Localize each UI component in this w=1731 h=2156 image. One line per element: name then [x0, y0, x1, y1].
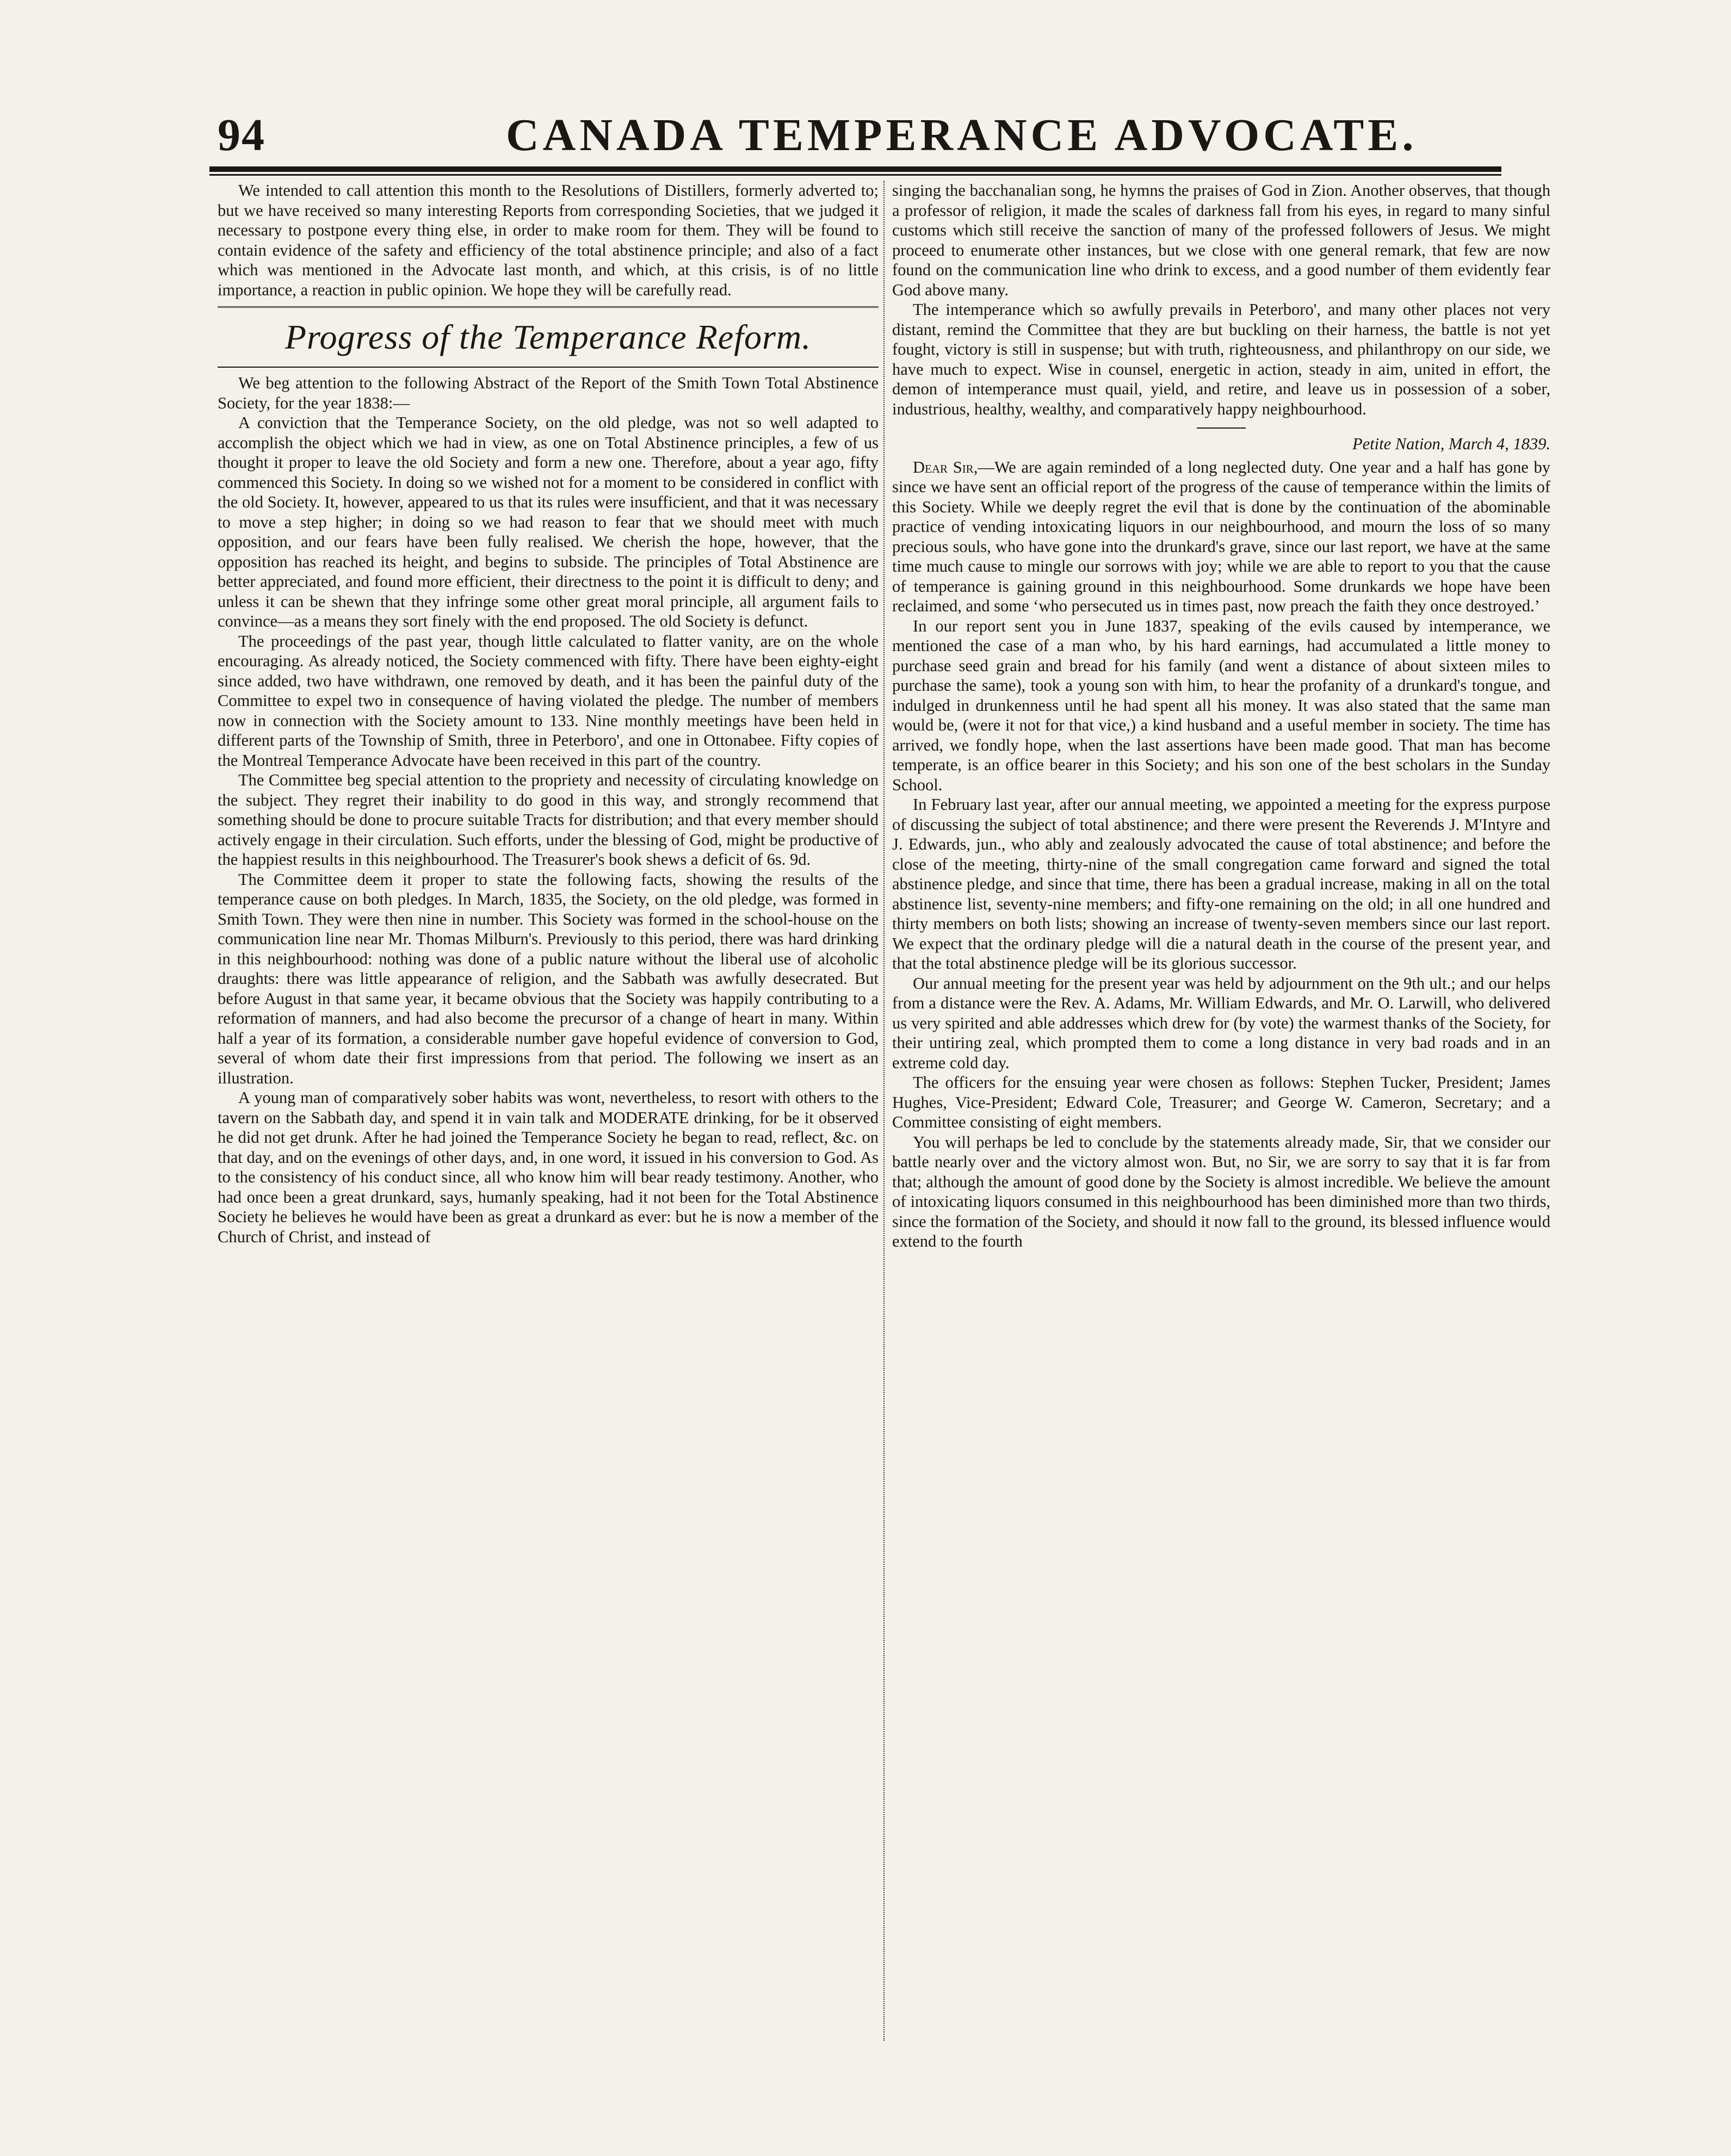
letter-opening-text: —We are again reminded of a long neglected duty. One year and a half has gone by since we have sent an official report of the progress of the cause of temperance within the limits of this Society. While we deeply regret the evil that is done by the continuation of the abominable practice of vending intoxicating liquors in our neighbourhood, and mourn the loss of so many precious souls, who have gone into the drunkard's grave, since our last report, we have at the same time much cause to mingle our sorrows with joy; while we are able to report to you that the cause of temperance is gaining ground in this neighbourhood. Some drunkards we hope have been reclaimed, and some ‘who persecuted us in times past, now preach the faith they once destroyed.’ — [892, 457, 1550, 615]
editorial-note: We intended to call attention this month to the Resolutions of Distillers, formerly adverted to; but we have received so many interesting Reports from corresponding Societies, that we judged it necessary to postpone every thing else, in order to make room for them. They will be found to contain evidence of the safety and efficiency of the total abstinence principle; and also of a fact which was mentioned in the Advocate last month, and which, at this crisis, is of no little importance, a reaction in public opinion. We hope they will be carefully read. — [218, 181, 879, 299]
paragraph: In February last year, after our annual meeting, we appointed a meeting for the express purpose of discussing the subject of total abstinence; and there were present the Reverends J. M'Intyre and J. Edwards, jun., who ably and zealously advocated the cause of total abstinence; and before the close of the meeting, thirty-nine of the small congregation came forward and signed the total abstinence pledge, and since that time, there has been a gradual increase, making in all on the total abstinence list, seventy-nine members; and fifty-one remaining on the old; in all one hundred and thirty members on both lists; showing an increase of twenty-seven members since our last report. We expect that the ordinary pledge will die a natural death in the course of the present year, and that the total abstinence pledge will be its glorious successor. — [892, 795, 1550, 972]
page-header — [0, 109, 1731, 169]
paragraph: The intemperance which so awfully prevails in Peterboro', and many other places not very distant, remind the Committee that they are but buckling on their harness, the battle is not yet fought, victory is still in suspense; but with truth, righteousness, and philanthropy on our side, we have much to expect. Wise in counsel, energetic in action, steady in aim, united in effort, the demon of intemperance must quail, yield, and retire, and leave us in possession of a sober, industrious, healthy, wealthy, and comparatively happy neighbourhood. — [892, 300, 1550, 418]
separator-rule — [1197, 428, 1246, 429]
paragraph: singing the bacchanalian song, he hymns the praises of God in Zion. Another observes, that though a professor of religion, it made the scales of darkness fall from his eyes, in regard to many sinful customs which still receive the sanction of many of the professed followers of Jesus. We might proceed to enumerate other instances, but we close with one general remark, that few are now found on the communication line who drink to excess, and a good number of them evidently fear God above many. — [892, 181, 1550, 299]
running-title: CANADA TEMPERANCE ADVOCATE. — [506, 110, 1418, 160]
paragraph: The proceedings of the past year, though little calculated to flatter vanity, are on the whole encouraging. As already noticed, the Society commenced with fifty. There have been eighty-eight since added, two have withdrawn, one removed by death, and it has been the painful duty of the Committee to expel two in consequence of having violated the pledge. The number of members now in connection with the Society amount to 133. Nine monthly meetings have been held in different parts of the Township of Smith, three in Peterboro', and one in Ottonabee. Fifty copies of the Montreal Temperance Advocate have been received in this part of the country. — [218, 631, 879, 770]
paragraph: Our annual meeting for the present year was held by adjournment on the 9th ult.; and our helps from a distance were the Rev. A. Adams, Mr. William Edwards, and Mr. O. Larwill, who delivered us very spirited and able addresses which drew for (by vote) the warmest thanks of the Society, for their untiring zeal, which prompted them to come a long distance in very bad roads and in an extreme cold day. — [892, 974, 1550, 1072]
paragraph: The Committee deem it proper to state the following facts, showing the results of the temperance cause on both pledges. In March, 1835, the Society, on the old pledge, was formed in Smith Town. They were then nine in number. This Society was formed in the school-house on the communication line near Mr. Thomas Milburn's. Previously to this period, there was hard drinking in this neighbourhood: nothing was done of a public nature without the liberal use of alcoholic draughts: there was little appearance of religion, and the Sabbath was awfully desecrated. But before August in that same year, it became obvious that the Society was happily contributing to a reformation of manners, and had also become the precursor of a change of heart in many. Within half a year of its formation, a considerable number gave hopeful evidence of conversion to God, several of whom date their first impressions from that period. The following we insert as an illustration. — [218, 870, 879, 1087]
letter-dateline: Petite Nation, March 4, 1839. — [1352, 435, 1550, 453]
paragraph: We beg attention to the following Abstract of the Report of the Smith Town Total Abstinence Society, for the year 1838:— — [218, 374, 879, 412]
left-column — [218, 181, 879, 1247]
section-heading: Progress of the Temperance Reform. — [285, 318, 812, 356]
section-rule-top — [218, 306, 879, 308]
paragraph: The Committee beg special attention to the propriety and necessity of circulating knowledge on the subject. They regret their inability to do good in this way, and strongly recommend that something should be done to procure suitable Tracts for distribution; and that every member should actively engage in their circulation. Such efforts, under the blessing of God, might be productive of the happiest results in this neighbourhood. The Treasurer's book shews a deficit of 6s. 9d. — [218, 771, 879, 869]
paragraph: A conviction that the Temperance Society, on the old pledge, was not so well adapted to accomplish the object which we had in view, as one on Total Abstinence principles, a few of us thought it proper to leave the old Society and form a new one. Therefore, about a year ago, fifty commenced this Society. In doing so we wished not for a moment to be considered in conflict with the old Society. It, however, appeared to us that its rules were insufficient, and that it was necessary to move a step higher; in doing so we had reason to fear that we should meet with much opposition, and our fears have been fully realised. We cherish the hope, however, that the opposition has reached its height, and begins to subside. The principles of Total Abstinence are better appreciated, and found more efficient, their directness to the point it is difficult to deny; and unless it can be shewn that they infringe some other great moral principle, all argument fails to convince—as a means they sort finely with the end proposed. The old Society is defunct. — [218, 413, 879, 630]
paragraph: A young man of comparatively sober habits was wont, nevertheless, to resort with others to the tavern on the Sabbath day, and spend it in vain talk and MODERATE drinking, for be it observed he did not get drunk. After he had joined the Temperance Society he began to read, reflect, &c. on that day, and on the evenings of other days, and, in one word, it issued in his conversion to God. As to the consistency of his conduct since, all who know him will bear ready testimony. Another, who had once been a great drunkard, says, humanly speaking, had it not been for the Total Abstinence Society he believes he would have been as great a drunkard as ever: but he is now a member of the Church of Christ, and instead of — [218, 1088, 879, 1246]
page-number: 94 — [218, 110, 265, 160]
right-column — [892, 181, 1550, 1252]
column-divider — [883, 181, 885, 2041]
letter-opening — [892, 457, 1550, 616]
letter-salutation: Dear Sir, — [913, 457, 978, 476]
header-rule-thin — [209, 174, 1501, 176]
paragraph: The officers for the ensuing year were chosen as follows: Stephen Tucker, President; James Hughes, Vice-President; Edward Cole, Treasurer; and George W. Cameron, Secretary; and a Committee consisting of eight members. — [892, 1073, 1550, 1131]
header-rule-thick — [209, 166, 1501, 172]
paragraph: In our report sent you in June 1837, speaking of the evils caused by intemperance, we mentioned the case of a man who, by his hard earnings, had accumulated a little money to purchase seed grain and bread for his family (and went a distance of about sixteen miles to purchase the same), took a young son with him, to hear the profanity of a drunkard's tongue, and indulged in drunkenness until he had spent all his money. It was also stated that the same man would be, (were it not for that vice,) a kind husband and a useful member in society. The time has arrived, we fondly hope, when the last assertions have been made good. That man has become temperate, is an office bearer in this Society; and his son one of the best scholars in the Sunday School. — [892, 616, 1550, 794]
paragraph: You will perhaps be led to conclude by the statements already made, Sir, that we consider our battle nearly over and the victory almost won. But, no Sir, we are sorry to say that it is far from that; although the amount of good done by the Society is almost incredible. We believe the amount of intoxicating liquors consumed in this neighbourhood has been diminished more than two thirds, since the formation of the Society, and should it now fall to the ground, its blessed influence would extend to the fourth — [892, 1132, 1550, 1250]
section-rule-bottom — [218, 367, 879, 368]
